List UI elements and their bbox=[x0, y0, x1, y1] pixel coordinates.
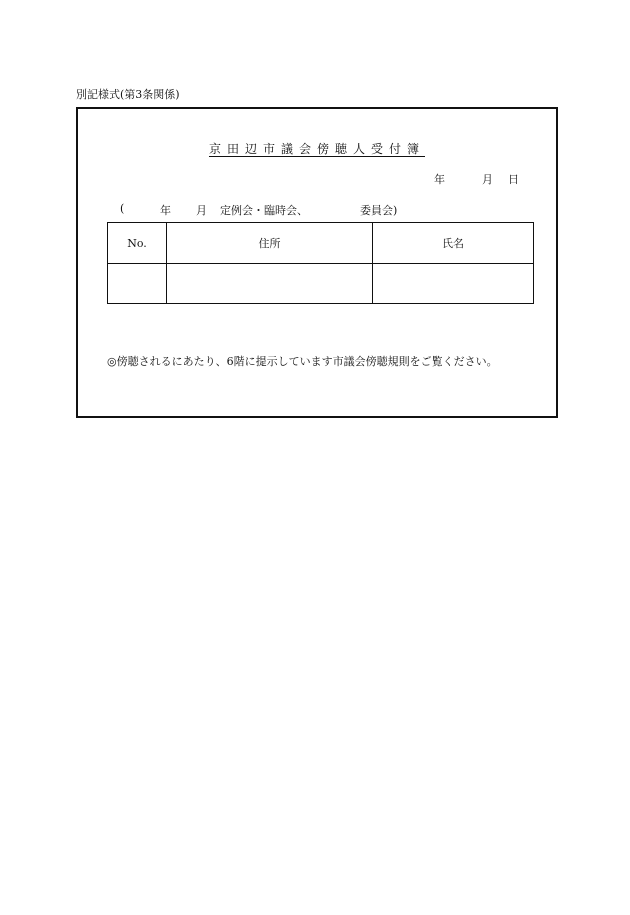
form-title bbox=[78, 140, 556, 157]
table-row bbox=[108, 264, 534, 304]
session-meeting-type: 定例会・臨時会、 bbox=[220, 204, 308, 217]
session-month-label: 月 bbox=[196, 204, 207, 217]
observer-registry-form bbox=[76, 107, 558, 418]
table-header-row bbox=[108, 223, 534, 264]
form-title-text: 京田辺市議会傍聴人受付簿 bbox=[208, 142, 425, 156]
session-committee: 委員会) bbox=[360, 204, 398, 217]
table-cell-address[interactable] bbox=[167, 264, 373, 304]
registry-table bbox=[107, 222, 534, 304]
column-header-address: 住所 bbox=[167, 223, 373, 264]
header-note: 別記様式(第3条関係) bbox=[76, 88, 180, 101]
date-day-label: 日 bbox=[508, 173, 519, 186]
date-year-label: 年 bbox=[434, 173, 445, 186]
table-cell-name[interactable] bbox=[373, 264, 534, 304]
notice-text: ◎傍聴されるにあたり、6階に提示しています市議会傍聴規則をご覧ください。 bbox=[107, 355, 498, 368]
session-year-label: 年 bbox=[160, 204, 171, 217]
column-header-number: No. bbox=[108, 223, 167, 264]
session-open-paren: ( bbox=[120, 202, 125, 215]
column-header-name: 氏名 bbox=[373, 223, 534, 264]
table-cell-number[interactable] bbox=[108, 264, 167, 304]
date-month-label: 月 bbox=[482, 173, 493, 186]
